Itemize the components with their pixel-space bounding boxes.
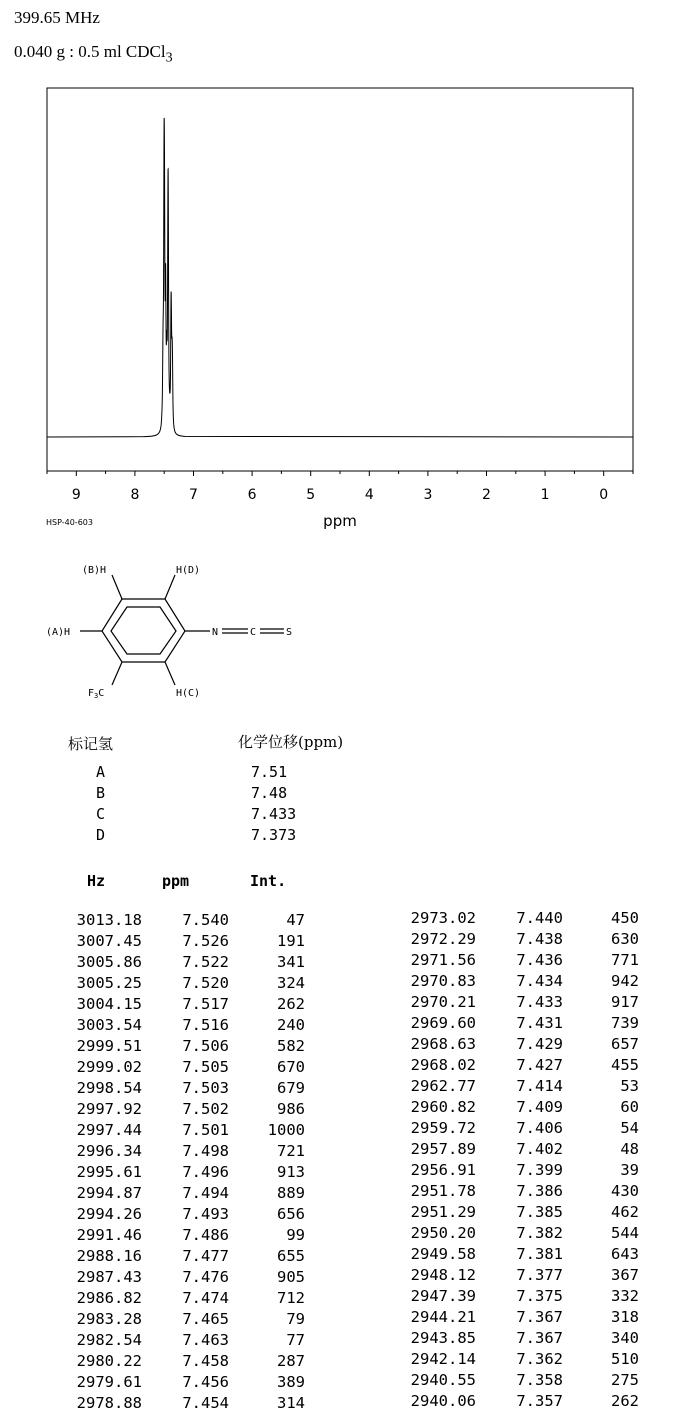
peak-ppm: 7.486 (182, 1226, 229, 1244)
peak-hz: 2982.54 (76, 1331, 142, 1349)
peak-ppm: 7.458 (182, 1352, 229, 1370)
peak-int: 656 (277, 1205, 305, 1223)
peak-ppm: 7.522 (182, 953, 229, 971)
bond-hb (112, 575, 122, 599)
peak-hz: 3007.45 (76, 932, 142, 950)
peak-ppm: 7.494 (182, 1184, 229, 1202)
peak-hz: 2980.22 (76, 1352, 142, 1370)
peak-int: 630 (611, 930, 639, 948)
peak-ppm: 7.520 (182, 974, 229, 992)
peak-int: 739 (611, 1014, 639, 1032)
peak-hz: 2943.85 (410, 1329, 476, 1347)
peak-hz: 2994.87 (76, 1184, 142, 1202)
peak-hz: 2983.28 (76, 1310, 142, 1328)
table-row (0, 993, 681, 1014)
x-tick-label: 0 (599, 487, 609, 503)
peak-ppm: 7.399 (516, 1161, 563, 1179)
table-row (0, 1329, 681, 1350)
peak-int: 905 (277, 1268, 305, 1286)
peak-ppm: 7.367 (516, 1329, 563, 1347)
peak-hz: 2978.88 (76, 1394, 142, 1412)
table-row (0, 1371, 681, 1392)
table-row (0, 1098, 681, 1119)
peak-int: 48 (620, 1140, 639, 1158)
peak-hz: 3003.54 (76, 1016, 142, 1034)
peak-int: 240 (277, 1016, 305, 1034)
peak-int: 60 (620, 1098, 639, 1116)
peak-int: 942 (611, 972, 639, 990)
peak-int: 191 (277, 932, 305, 950)
peak-ppm: 7.386 (516, 1182, 563, 1200)
peak-hz: 2997.44 (76, 1121, 142, 1139)
peak-hz: 2998.54 (76, 1079, 142, 1097)
peak-hz: 2959.72 (410, 1119, 476, 1137)
peak-ppm: 7.477 (182, 1247, 229, 1265)
peak-hz: 2999.51 (76, 1037, 142, 1055)
peak-int: 53 (620, 1077, 639, 1095)
table-row (0, 1266, 681, 1287)
aromatic-inner-ring (111, 607, 176, 654)
peak-header-ppm: ppm (162, 872, 190, 890)
peak-int: 389 (277, 1373, 305, 1391)
peak-ppm: 7.427 (516, 1056, 563, 1074)
peak-hz: 2991.46 (76, 1226, 142, 1244)
peak-ppm: 7.433 (516, 993, 563, 1011)
table-row (0, 1224, 681, 1245)
peak-int: 99 (286, 1226, 305, 1244)
peak-int: 54 (620, 1119, 639, 1137)
bond-hd (165, 575, 175, 599)
peak-ppm: 7.440 (516, 909, 563, 927)
spectrum-code: HSP-40-603 (46, 518, 93, 527)
peak-int: 340 (611, 1329, 639, 1347)
peak-hz: 2942.14 (410, 1350, 476, 1368)
peak-hz: 2971.56 (410, 951, 476, 969)
peak-ppm: 7.406 (516, 1119, 563, 1137)
peak-int: 462 (611, 1203, 639, 1221)
bond-cf3 (112, 662, 122, 685)
peak-ppm: 7.476 (182, 1268, 229, 1286)
peak-hz: 2972.29 (410, 930, 476, 948)
peak-int: 913 (277, 1163, 305, 1181)
peak-int: 544 (611, 1224, 639, 1242)
peak-ppm: 7.502 (182, 1100, 229, 1118)
sample-main: 0.040 g : 0.5 ml CDCl (14, 42, 166, 61)
peak-int: 324 (277, 974, 305, 992)
x-tick-label: 8 (130, 487, 140, 503)
label-n: N (212, 627, 219, 638)
peak-int: 47 (286, 911, 305, 929)
assignment-header-shift: 化学位移(ppm) (238, 733, 344, 751)
label-s: S (286, 627, 293, 638)
peak-header-int: Int. (250, 872, 287, 890)
peak-hz: 2962.77 (410, 1077, 476, 1095)
table-row (0, 1035, 681, 1056)
peak-int: 917 (611, 993, 639, 1011)
peak-hz: 2994.26 (76, 1205, 142, 1223)
peak-ppm: 7.496 (182, 1163, 229, 1181)
peak-int: 287 (277, 1352, 305, 1370)
peak-hz: 2979.61 (76, 1373, 142, 1391)
peak-ppm: 7.493 (182, 1205, 229, 1223)
x-axis-ticks (47, 471, 633, 503)
peak-ppm: 7.540 (182, 911, 229, 929)
peak-ppm: 7.429 (516, 1035, 563, 1053)
table-row (0, 1161, 681, 1182)
peak-hz: 2995.61 (76, 1163, 142, 1181)
peak-ppm: 7.434 (516, 972, 563, 990)
peak-hz: 3005.86 (76, 953, 142, 971)
peak-hz: 2948.12 (410, 1266, 476, 1284)
peak-hz: 2957.89 (410, 1140, 476, 1158)
molecule-structure (40, 555, 310, 705)
label-cf3: $F_3C$ (88, 688, 105, 700)
peak-hz: 3004.15 (76, 995, 142, 1013)
peak-hz: 2950.20 (410, 1224, 476, 1242)
peak-ppm: 7.517 (182, 995, 229, 1013)
plot-frame (47, 88, 633, 471)
peak-int: 582 (277, 1037, 305, 1055)
label-ha: (A)H (46, 627, 71, 638)
peak-ppm: 7.431 (516, 1014, 563, 1032)
peak-ppm: 7.505 (182, 1058, 229, 1076)
table-row (0, 1308, 681, 1329)
assignment-label: A (96, 763, 106, 781)
label-hb: (B)H (82, 565, 107, 576)
x-tick-label: 3 (423, 487, 433, 503)
label-c: C (250, 627, 257, 638)
bond-hc (165, 662, 175, 685)
peak-ppm: 7.501 (182, 1121, 229, 1139)
x-tick-label: 1 (540, 487, 550, 503)
table-row (0, 909, 681, 930)
assignment-label: B (96, 784, 106, 802)
peak-int: 318 (611, 1308, 639, 1326)
peak-int: 314 (277, 1394, 305, 1412)
table-row (0, 1392, 681, 1413)
peak-ppm: 7.463 (182, 1331, 229, 1349)
peak-hz: 2969.60 (410, 1014, 476, 1032)
table-row (0, 1182, 681, 1203)
peak-ppm: 7.362 (516, 1350, 563, 1368)
peak-hz: 2968.02 (410, 1056, 476, 1074)
peak-int: 657 (611, 1035, 639, 1053)
x-tick-label: 5 (306, 487, 316, 503)
peak-hz: 3005.25 (76, 974, 142, 992)
x-tick-label: 4 (364, 487, 374, 503)
assignment-shift: 7.51 (251, 763, 288, 781)
peak-ppm: 7.382 (516, 1224, 563, 1242)
table-row (0, 1014, 681, 1035)
sample-subscript: 3 (165, 50, 173, 66)
nmr-spectrum-chart (0, 0, 681, 540)
peak-ppm: 7.526 (182, 932, 229, 950)
peak-ppm: 7.409 (516, 1098, 563, 1116)
peak-int: 510 (611, 1350, 639, 1368)
peak-int: 430 (611, 1182, 639, 1200)
table-row (0, 930, 681, 951)
table-row (0, 1077, 681, 1098)
peak-ppm: 7.375 (516, 1287, 563, 1305)
peak-int: 712 (277, 1289, 305, 1307)
label-hd: H(D) (176, 565, 201, 576)
peak-int: 721 (277, 1142, 305, 1160)
peak-hz: 2956.91 (410, 1161, 476, 1179)
peak-hz: 2968.63 (410, 1035, 476, 1053)
peak-int: 262 (611, 1392, 639, 1410)
peak-int: 367 (611, 1266, 639, 1284)
peak-int: 889 (277, 1184, 305, 1202)
peak-hz: 2940.55 (410, 1371, 476, 1389)
x-tick-label: 9 (71, 487, 81, 503)
peak-ppm: 7.503 (182, 1079, 229, 1097)
peak-hz: 3013.18 (76, 911, 142, 929)
table-row (0, 1245, 681, 1266)
peak-int: 77 (286, 1331, 305, 1349)
peak-ppm: 7.438 (516, 930, 563, 948)
peak-hz: 2940.06 (410, 1392, 476, 1410)
spectrometer-frequency: 399.65 MHz (14, 8, 100, 27)
assignment-header-label: 标记氢 (68, 735, 114, 753)
peak-ppm: 7.414 (516, 1077, 563, 1095)
table-row (0, 972, 681, 993)
peak-int: 450 (611, 909, 639, 927)
peak-int: 455 (611, 1056, 639, 1074)
assignment-label: C (96, 805, 106, 823)
peak-int: 275 (611, 1371, 639, 1389)
table-row (0, 1119, 681, 1140)
table-row (0, 1350, 681, 1371)
assignment-shift: 7.48 (251, 784, 288, 802)
peak-hz: 2997.92 (76, 1100, 142, 1118)
table-row (0, 951, 681, 972)
peak-hz: 2951.29 (410, 1203, 476, 1221)
peak-ppm: 7.474 (182, 1289, 229, 1307)
peak-ppm: 7.358 (516, 1371, 563, 1389)
spectrum-line (47, 118, 633, 437)
peak-hz: 2944.21 (410, 1308, 476, 1326)
peak-ppm: 7.385 (516, 1203, 563, 1221)
peak-hz: 2947.39 (410, 1287, 476, 1305)
table-row (0, 1140, 681, 1161)
table-row (0, 1056, 681, 1077)
peak-ppm: 7.402 (516, 1140, 563, 1158)
peak-int: 670 (277, 1058, 305, 1076)
peak-int: 771 (611, 951, 639, 969)
peak-int: 655 (277, 1247, 305, 1265)
peak-ppm: 7.357 (516, 1392, 563, 1410)
peak-hz: 2996.34 (76, 1142, 142, 1160)
peak-int: 79 (286, 1310, 305, 1328)
peak-hz: 2951.78 (410, 1182, 476, 1200)
peak-int: 1000 (267, 1121, 305, 1139)
peak-ppm: 7.381 (516, 1245, 563, 1263)
peak-ppm: 7.506 (182, 1037, 229, 1055)
x-tick-label: 7 (189, 487, 198, 503)
peak-ppm: 7.516 (182, 1016, 229, 1034)
label-hc: H(C) (176, 688, 201, 699)
peak-header-hz: Hz (87, 872, 106, 890)
peak-ppm: 7.454 (182, 1394, 229, 1412)
peak-hz: 2949.58 (410, 1245, 476, 1263)
table-row (0, 1287, 681, 1308)
x-tick-label: 6 (247, 487, 257, 503)
peak-int: 643 (611, 1245, 639, 1263)
peak-int: 39 (620, 1161, 639, 1179)
peak-int: 986 (277, 1100, 305, 1118)
peak-ppm: 7.436 (516, 951, 563, 969)
assignment-shift: 7.373 (251, 826, 297, 844)
peak-ppm: 7.367 (516, 1308, 563, 1326)
peak-ppm: 7.377 (516, 1266, 563, 1284)
assignment-label: D (96, 826, 106, 844)
peak-hz: 2986.82 (76, 1289, 142, 1307)
peak-hz: 2970.83 (410, 972, 476, 990)
peak-int: 341 (277, 953, 305, 971)
assignment-shift: 7.433 (251, 805, 297, 823)
peak-int: 679 (277, 1079, 305, 1097)
table-row (0, 1203, 681, 1224)
peak-hz: 2999.02 (76, 1058, 142, 1076)
peak-int: 332 (611, 1287, 639, 1305)
peak-ppm: 7.465 (182, 1310, 229, 1328)
x-tick-label: 2 (482, 487, 491, 503)
peak-hz: 2988.16 (76, 1247, 142, 1265)
peak-hz: 2970.21 (410, 993, 476, 1011)
peak-int: 262 (277, 995, 305, 1013)
peak-ppm: 7.456 (182, 1373, 229, 1391)
peak-ppm: 7.498 (182, 1142, 229, 1160)
x-axis-label: ppm (323, 512, 357, 530)
peak-hz: 2987.43 (76, 1268, 142, 1286)
peak-hz: 2960.82 (410, 1098, 476, 1116)
peak-hz: 2973.02 (410, 909, 476, 927)
